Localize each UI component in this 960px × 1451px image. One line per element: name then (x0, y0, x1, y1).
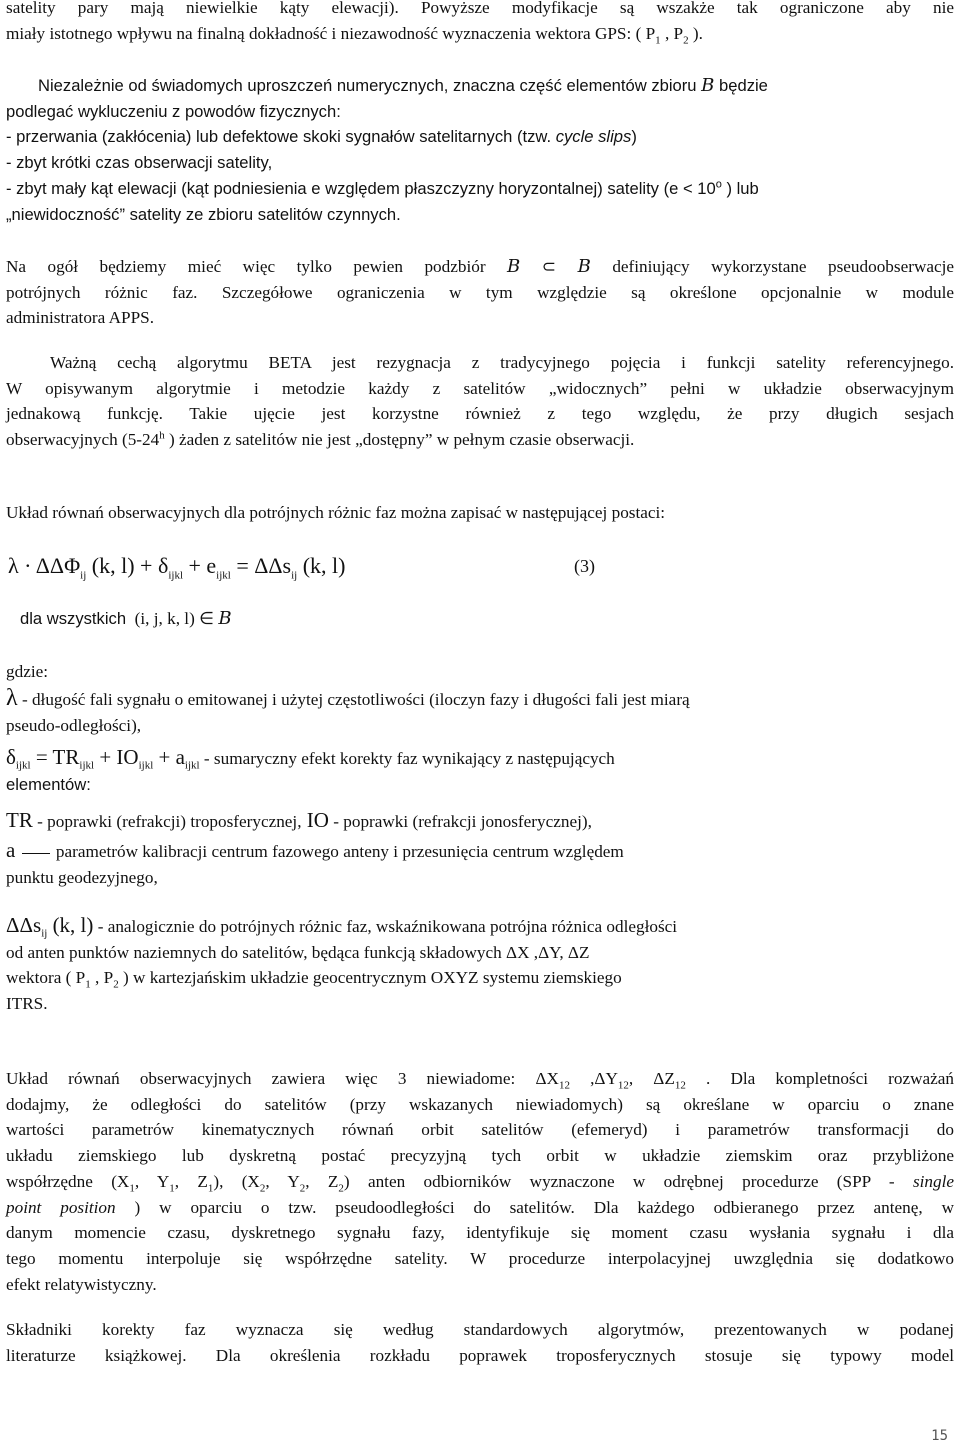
subscript: 12 (558, 1079, 570, 1092)
symbol: δ (6, 745, 16, 769)
text-span: wartości parametrów kinematycznych równań orbit satelitów (efemeryd) i parametrów transformacji do (6, 1120, 954, 1140)
text-line (6, 745, 954, 772)
page-number: 15 (931, 1428, 948, 1444)
paragraph-beta (6, 350, 954, 453)
text-span: Układ równań obserwacyjnych dla potrójnych różnic faz można zapisać w następującej postaci: (6, 503, 666, 522)
text-span: ) anten odbiorników wyznaczone w odrębnej procedurze (SPP - (343, 1171, 895, 1191)
subscript: ijkl (216, 569, 231, 582)
text-span: Na ogół będziemy mieć więc tylko pewien podzbiór (6, 257, 486, 276)
text-span: W opisywanym algorytmie i metodzie każdy z satelitów „widocznych” pełni w układzie obserwacyjnym (6, 378, 954, 398)
text-line (6, 280, 954, 306)
definition-lambda (6, 686, 954, 738)
equation-domain (6, 606, 954, 632)
text-line (6, 713, 954, 739)
definition-dds (6, 913, 954, 1017)
text-line (6, 427, 954, 453)
subscript: 1 (207, 1182, 214, 1195)
text-span: elementów: (6, 774, 91, 794)
text-span: Ważną cechą algorytmu BETA jest rezygnacja z tradycyjnego pojęcia i funkcji satelity referencyjnego. (50, 353, 954, 372)
symbol: λ (6, 685, 18, 711)
text-line (6, 150, 954, 176)
text-line (6, 1272, 954, 1298)
subscript: ij (80, 569, 87, 582)
superscript: o (715, 178, 722, 191)
text-span: współrzędne (X (6, 1171, 130, 1191)
text-span: układu ziemskiego lub dyskretną postać precyzyjną tych orbit w układzie ziemskim oraz przybliżone (6, 1146, 954, 1166)
text-span: , P (90, 968, 114, 988)
text-span: satelity pary mają niewielkie kąty elewacji). Powyższe modyfikacje są wszakże tak ograniczone aby nie (6, 0, 954, 17)
text-span: gdzie: (6, 662, 48, 681)
equation-term: (k, l) (297, 553, 346, 578)
dash-rule (22, 853, 50, 854)
text-line (6, 500, 954, 526)
text-line (6, 99, 954, 125)
text-line (6, 176, 954, 202)
text-span: podlegać wykluczeniu z powodów fizycznych: (6, 101, 341, 121)
text-line (6, 1143, 954, 1169)
text-span: literaturze książkowej. Dla określenia rozkładu poprawek troposferycznych stosuje się typowy model (6, 1345, 954, 1365)
text-line (6, 350, 954, 376)
text-line (6, 1343, 954, 1369)
text-span: - zbyt krótki czas obserwacji satelity, (6, 153, 273, 173)
subscript: 1 (655, 34, 661, 47)
text-span: , Y (134, 1171, 170, 1191)
set-symbol: B (701, 75, 715, 96)
text-line (6, 1195, 954, 1221)
text-span: punktu geodezyjnego, (6, 867, 158, 887)
text-span: ). (688, 23, 703, 43)
equation-term: = ΔΔs (230, 553, 292, 578)
text-line (6, 376, 954, 402)
text-line (6, 965, 954, 991)
text-line (6, 305, 954, 331)
text-span: Niezależnie od świadomych uproszczeń numerycznych, znaczna część elementów zbioru (38, 76, 697, 95)
paragraph-unknowns (6, 1066, 954, 1297)
text-span: - poprawki (refrakcji) troposferycznej, (32, 812, 302, 831)
symbol: (k, l) (47, 913, 94, 937)
text-span: potrójnych różnic faz. Szczegółowe ograniczenia w tym względzie są określone opcjonalnie w module (6, 282, 954, 302)
text-line (6, 940, 954, 966)
text-span: , Z (174, 1171, 208, 1191)
text-line (6, 1317, 954, 1343)
text-line (6, 1092, 954, 1118)
text-line (6, 401, 954, 427)
subscript: 2 (259, 1182, 266, 1195)
definition-tr-io (6, 808, 954, 835)
symbol: = TR (30, 745, 80, 769)
text-span: . Dla kompletności rozważań (685, 1069, 954, 1088)
text-span: ) lub (721, 178, 759, 198)
text-span: ), (X (213, 1171, 260, 1191)
italic-term: point position (6, 1197, 116, 1217)
symbol: TR (6, 808, 33, 832)
paragraph-exclusions (6, 73, 954, 227)
text-span: efekt relatywistyczny. (6, 1274, 157, 1294)
subscript: ijkl (79, 759, 95, 772)
text-span: ) (631, 127, 637, 147)
paragraph-corrections (6, 1317, 954, 1368)
text-span: - przerwania (zakłócenia) lub defektowe skoki sygnałów satelitarnych (tzw. (6, 127, 552, 147)
text-line (6, 686, 954, 713)
subscript: ijkl (15, 759, 31, 772)
text-line (6, 254, 954, 280)
text-span: ) żaden z satelitów nie jest „dostępny” w pełnym czasie obserwacji. (164, 430, 635, 450)
text-line (6, 124, 954, 150)
text-span: - zbyt mały kąt elewacji (kąt podniesienia e względem płaszczyzny horyzontalnej) satelity (e < 10 (6, 178, 716, 198)
definition-delta (6, 745, 954, 797)
text-line (6, 838, 954, 865)
text-line (6, 1066, 954, 1092)
equation-number: (3) (574, 556, 595, 576)
subscript: 2 (338, 1182, 344, 1195)
text-span: od anten punktów naziemnych do satelitów, będąca funkcją składowych ΔX ,ΔY, ΔZ (6, 942, 590, 962)
text-line (6, 913, 954, 940)
text-line (6, 21, 954, 47)
text-span: wektora ( P (6, 968, 86, 988)
text-line (6, 1220, 954, 1246)
set-symbol: B (577, 256, 591, 277)
text-span: Układ równań obserwacyjnych zawiera więc 3 niewiadome: ΔX (6, 1069, 559, 1088)
equation-term: λ · ΔΔΦ (8, 553, 81, 578)
text-span: Składniki korekty faz wyznacza się według standardowych algorytmów, prezentowanych w podanej (6, 1320, 954, 1339)
equation-3 (6, 549, 954, 583)
text-span: - długość fali sygnału o emitowanej i użytej częstotliwości (iloczyn fazy i długości fali jest miarą (17, 690, 690, 709)
text-line (6, 991, 954, 1017)
subscript: ijkl (138, 759, 154, 772)
text-line (6, 73, 954, 99)
subscript: 2 (683, 34, 689, 47)
subset-symbol: ⊂ (541, 257, 557, 276)
italic-term: single (912, 1171, 954, 1191)
symbol: ΔΔs (6, 913, 42, 937)
subscript: ijkl (168, 569, 183, 582)
text-line (6, 1169, 954, 1195)
text-span: definiujący wykorzystane pseudoobserwacje (612, 257, 955, 276)
symbol: a (6, 838, 16, 862)
text-line (6, 772, 954, 798)
text-span: - poprawki (refrakcji jonosferycznej), (328, 812, 592, 831)
text-span: (i, j, k, l) ∈ (134, 609, 215, 628)
text-span: pseudo-odległości), (6, 715, 142, 735)
set-symbol: B (218, 608, 232, 629)
equation-term: (k, l) + δ (86, 553, 169, 578)
definition-a (6, 838, 954, 890)
subscript: 1 (85, 978, 91, 991)
subscript: 2 (113, 978, 119, 991)
text-span: dodajmy, że odległości do satelitów (przy wskazanych niewiadomych) są określane w oparciu o znane (6, 1094, 954, 1114)
text-span: jednakową funkcję. Takie ujęcie jest korzystne również z tego względu, że przy długich sesjach (6, 404, 954, 424)
text-span (6, 609, 126, 628)
text-span: ,ΔY (569, 1069, 618, 1088)
text-span: , Z (305, 1171, 339, 1191)
text-span: obserwacyjnych (5-24 (6, 430, 160, 450)
text-line (6, 1246, 954, 1272)
text-line (6, 202, 954, 228)
text-span: administratora APPS. (6, 308, 155, 328)
paragraph-subset (6, 254, 954, 331)
text-span: miały istotnego wpływu na finalną dokładność i niezawodność wyznaczenia wektora GPS: ( P (6, 23, 656, 43)
subscript: 2 (299, 1182, 306, 1195)
text-span: tego momentu interpoluje się współrzędne satelity. W procedurze interpolacyjnej uwzględnia się dodatkowo (6, 1248, 954, 1268)
subscript: ijkl (184, 759, 200, 772)
text-span: parametrów kalibracji centrum fazowego anteny i przesunięcia centrum względem (51, 842, 624, 861)
text-span: , Y (265, 1171, 300, 1191)
subscript: 12 (674, 1079, 686, 1092)
text-line (6, 0, 954, 21)
text-span: ) w kartezjańskim układzie geocentrycznym OXYZ systemu ziemskiego (118, 968, 622, 988)
symbol: + IO (94, 745, 139, 769)
text-line (6, 865, 954, 891)
text-span: ITRS. (6, 994, 48, 1014)
paragraph-equations-intro (6, 500, 954, 526)
subscript: ij (291, 569, 298, 582)
text-span: „niewidoczność” satelity ze zbioru satelitów czynnych. (6, 204, 401, 224)
text-line (6, 1117, 954, 1143)
text-span: , ΔZ (628, 1069, 675, 1088)
set-symbol: B (507, 256, 521, 277)
symbol: + a (153, 745, 185, 769)
subscript: 1 (129, 1182, 135, 1195)
text-span: danym momencie czasu, dyskretnego sygnału fazy, identyfikuje się moment czasu wysłania sygnału i dla (6, 1223, 954, 1243)
text-span: będzie (719, 76, 768, 95)
symbol: IO (301, 808, 329, 832)
text-span: ) w oparciu o tzw. pseudoodległości do satelitów. Dla każdego odbieranego przez antenę, w (115, 1197, 954, 1217)
subscript: ij (41, 927, 48, 940)
subscript: 12 (617, 1079, 629, 1092)
italic-term: cycle slips (555, 127, 632, 147)
equation-term: + e (183, 553, 217, 578)
text-span: - sumaryczny efekt korekty faz wynikający z następujących (199, 749, 615, 768)
text-span: - analogicznie do potrójnych różnic faz, wskaźnikowana potrójna różnica odległości (93, 917, 678, 936)
where-label (6, 659, 954, 685)
subscript: 1 (169, 1182, 175, 1195)
forall-text: dla wszystkich (20, 609, 127, 628)
superscript: h (159, 429, 165, 442)
paragraph-intro (6, 0, 954, 46)
text-span: , P (660, 23, 684, 43)
